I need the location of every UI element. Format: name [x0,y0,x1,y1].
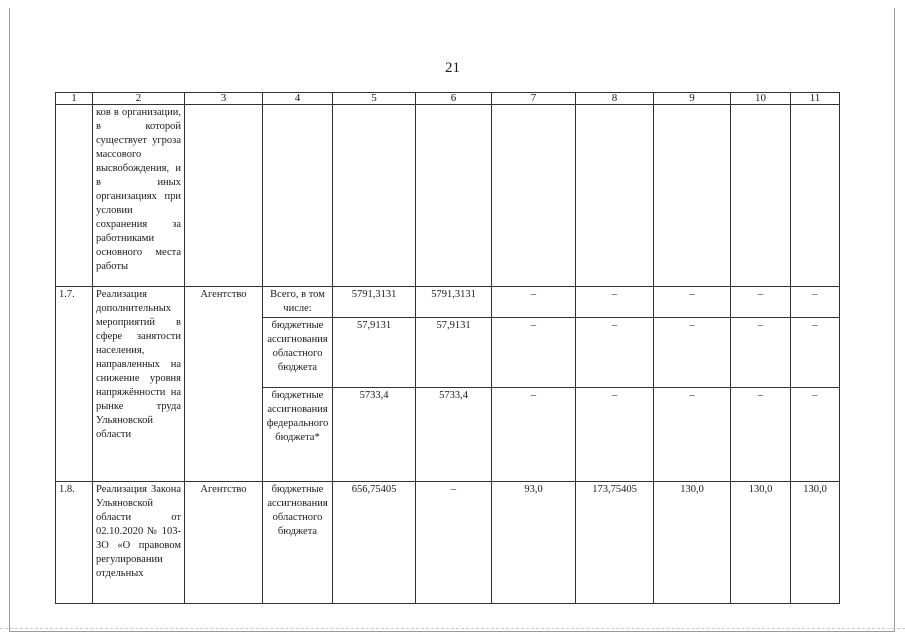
cell-value: 130,0 [731,482,791,604]
cell-value: 93,0 [492,482,576,604]
table-row [56,287,840,318]
funding-source: Всего, в том числе: [263,287,333,318]
cell-value: – [731,318,791,388]
column-header-row [56,93,840,105]
cell-value: – [492,318,576,388]
col-header: 5 [333,93,416,105]
budget-table [55,92,840,604]
cell-value: – [576,287,654,318]
cell-value: 5733,4 [416,388,492,482]
cell-value: 57,9131 [333,318,416,388]
executor: Агентство [185,482,263,604]
col-header: 6 [416,93,492,105]
col-header: 1 [56,93,93,105]
cell-value: – [492,287,576,318]
cell-value: 57,9131 [416,318,492,388]
row-number: 1.8. [56,482,93,604]
measure-title: Реализация Закона Ульяновской области от 02.10.2020 № 103-ЗО «О правовом регулировании отдельных [93,482,185,604]
cell-value: 130,0 [791,482,840,604]
col-header: 11 [791,93,840,105]
cell-value: – [654,287,731,318]
page-number: 21 [445,60,460,76]
funding-source: бюджетные ассигнования федерального бюджета* [263,388,333,482]
continuation-text: ков в организации, в которой существует угроза массового высвобождения, и в иных организациях при условии сохранения за работниками основного места работы [93,105,185,287]
cell-value: 656,75405 [333,482,416,604]
cell-value: – [731,287,791,318]
cell-value: 5791,3131 [416,287,492,318]
table-row-continuation [56,105,840,287]
measure-title: Реализация дополнительных мероприятий в сфере занятости населения, направленных на снижение уровня напряжённости на рынке труда Ульяновской области [93,287,185,482]
table-row [56,482,840,604]
col-header: 10 [731,93,791,105]
col-header: 2 [93,93,185,105]
cell-value: – [576,318,654,388]
cell-value: – [791,388,840,482]
cell-value: – [416,482,492,604]
executor: Агентство [185,287,263,482]
cell-value: – [791,287,840,318]
cell-value: 5791,3131 [333,287,416,318]
col-header: 8 [576,93,654,105]
scan-edge [0,628,905,629]
cell-value: – [654,388,731,482]
funding-source: бюджетные ассигнования областного бюджета [263,318,333,388]
row-number: 1.7. [56,287,93,482]
cell-value: 173,75405 [576,482,654,604]
cell-value: – [576,388,654,482]
col-header: 3 [185,93,263,105]
col-header: 9 [654,93,731,105]
cell-value: – [492,388,576,482]
cell-value: – [654,318,731,388]
col-header: 4 [263,93,333,105]
cell-value: 5733,4 [333,388,416,482]
cell-value: 130,0 [654,482,731,604]
cell-value: – [731,388,791,482]
cell-value: – [791,318,840,388]
funding-source: бюджетные ассигнования областного бюджета [263,482,333,604]
col-header: 7 [492,93,576,105]
